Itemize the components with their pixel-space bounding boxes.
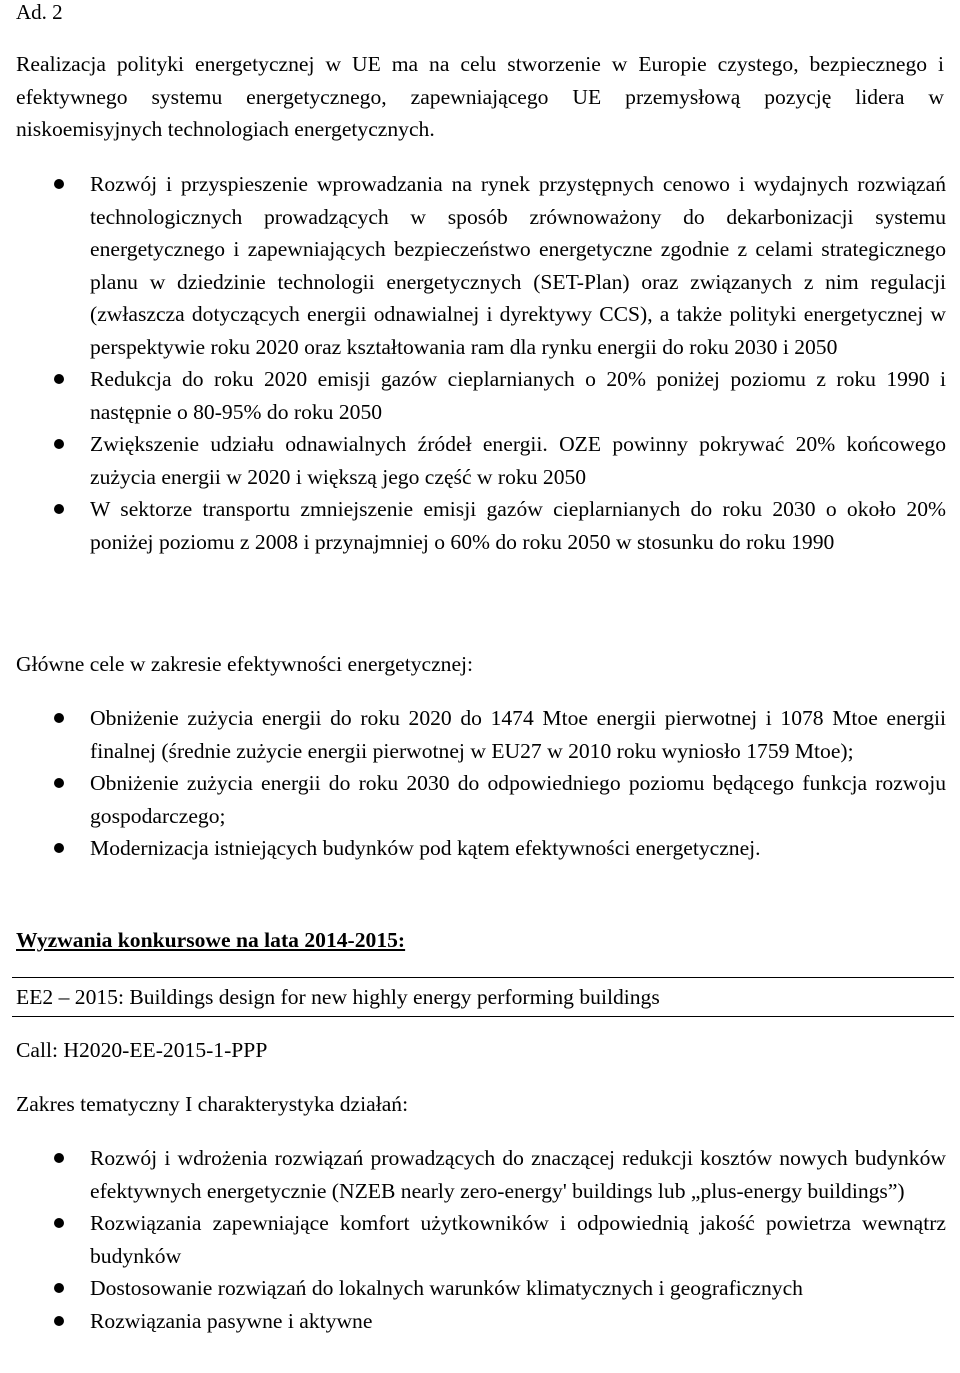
list-item: Obniżenie zużycia energii do roku 2030 do odpowiedniego poziomu będącego funkcja rozwoju gospodarczego;	[16, 767, 946, 832]
list-item: Zwiększenie udziału odnawialnych źródeł energii. OZE powinny pokrywać 20% końcowego zużycia energii w 2020 i większą jego część w roku 2050	[16, 428, 946, 493]
list-item: Rozwiązania zapewniające komfort użytkowników i odpowiednią jakość powietrza wewnątrz budynków	[16, 1207, 946, 1272]
list-item: W sektorze transportu zmniejszenie emisji gazów cieplarnianych do roku 2030 o około 20% poniżej poziomu z 2008 i przynajmniej o 60% do roku 2050 w stosunku do roku 1990	[16, 493, 946, 558]
list-item: Obniżenie zużycia energii do roku 2020 do 1474 Mtoe energii pierwotnej i 1078 Mtoe energii finalnej (średnie zużycie energii pierwotnej w EU27 w 2010 roku wyniosło 1759 Mtoe);	[16, 702, 946, 767]
efficiency-list	[16, 702, 946, 865]
bullet-icon	[54, 713, 64, 723]
list-item: Rozwój i wdrożenia rozwiązań prowadzących do znaczącej redukcji kosztów nowych budynków efektywnych energetycznie (NZEB nearly zero-energy' buildings lub „plus-energy buildings”)	[16, 1142, 946, 1207]
list-item: Redukcja do roku 2020 emisji gazów cieplarnianych o 20% poniżej poziomu z roku 1990 i następnie o 80-95% do roku 2050	[16, 363, 946, 428]
bullet-icon	[54, 778, 64, 788]
call-title-box: EE2 – 2015: Buildings design for new highly energy performing buildings	[12, 977, 954, 1017]
section-heading: Ad. 2	[16, 0, 63, 24]
bullet-icon	[54, 1283, 64, 1293]
bullet-icon	[54, 439, 64, 449]
bullet-icon	[54, 1316, 64, 1326]
bullet-icon	[54, 843, 64, 853]
bullet-icon	[54, 504, 64, 514]
bullet-icon	[54, 1218, 64, 1228]
intro-paragraph: Realizacja polityki energetycznej w UE ma na celu stworzenie w Europie czystego, bezpiecznego i efektywnego systemu energetycznego, zapewniającego UE przemysłową pozycję lidera w niskoemisyjnych technologiach energetycznych.	[16, 52, 944, 141]
list-item: Dostosowanie rozwiązań do lokalnych warunków klimatycznych i geograficznych	[16, 1272, 946, 1305]
scope-list	[16, 1142, 946, 1337]
efficiency-heading: Główne cele w zakresie efektywności energetycznej:	[16, 652, 474, 676]
call-id: Call: H2020-EE-2015-1-PPP	[16, 1038, 268, 1062]
list-item: Modernizacja istniejących budynków pod kątem efektywności energetycznej.	[16, 832, 946, 865]
bullet-icon	[54, 1153, 64, 1163]
list-item: Rozwiązania pasywne i aktywne	[16, 1305, 946, 1338]
bullet-icon	[54, 374, 64, 384]
goals-list	[16, 168, 946, 558]
list-item: Rozwój i przyspieszenie wprowadzania na rynek przystępnych cenowo i wydajnych rozwiązań technologicznych prowadzących w sposób zrównoważony do dekarbonizacji systemu energetycznego i zapewniających bezpieczeństwo energetyczne zgodnie z celami strategicznego planu w dziedzinie technologii energetycznych (SET-Plan) oraz związanych z nim regulacji (zwłaszcza dotyczących energii odnawialnej i dyrektywy CCS), a także polityki energetycznej w perspektywie roku 2020 oraz kształtowania ram dla rynku energii do roku 2030 i 2050	[16, 168, 946, 363]
bullet-icon	[54, 179, 64, 189]
scope-heading: Zakres tematyczny I charakterystyka działań:	[16, 1092, 409, 1116]
challenges-heading: Wyzwania konkursowe na lata 2014-2015:	[16, 928, 406, 952]
